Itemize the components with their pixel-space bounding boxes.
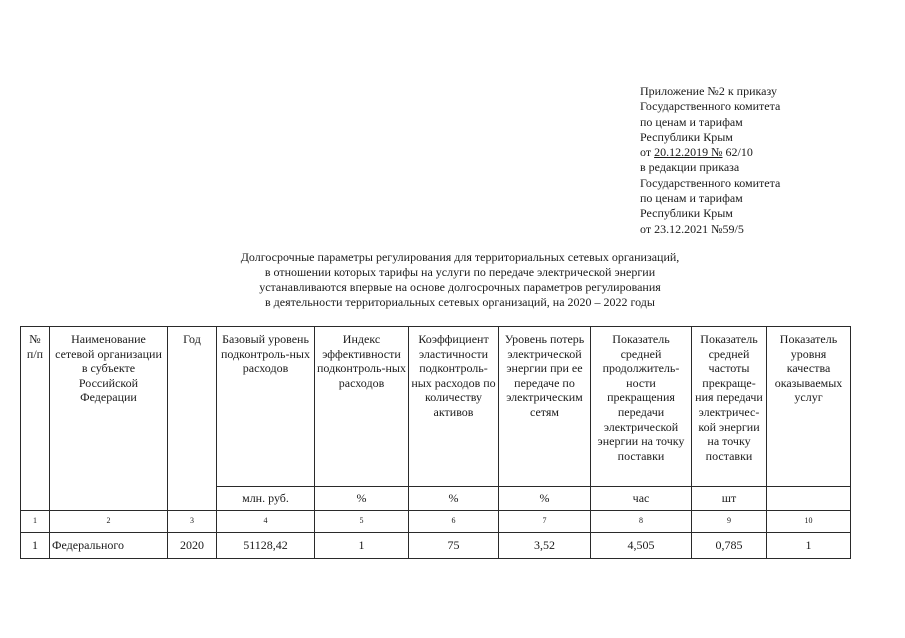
column-number-cell: 2: [50, 511, 168, 533]
header-cell-interruption-duration: Показатель средней продолжитель-ности прекращения передачи электрической энергии на точку поставки: [591, 327, 692, 487]
unit-cell: %: [315, 487, 409, 511]
appendix-order-prefix: от: [640, 145, 655, 160]
unit-cell: %: [499, 487, 591, 511]
title-line: в отношении которых тарифы на услуги по передаче электрической энергии: [264, 265, 656, 279]
column-number-cell: 6: [409, 511, 499, 533]
row-number-cell: 1: [21, 533, 50, 559]
elasticity-cell: 75: [409, 533, 499, 559]
table-row: [21, 533, 851, 559]
header-cell-service-quality: Показатель уровня качества оказываемых услуг: [767, 327, 851, 487]
appendix-order-date: 20.12.2019 №: [654, 145, 723, 160]
unit-cell: шт: [692, 487, 767, 511]
organization-name-cell: Федерального: [50, 533, 168, 559]
column-number-cell: 1: [21, 511, 50, 533]
unit-cell: %: [409, 487, 499, 511]
appendix-line: по ценам и тарифам: [640, 114, 743, 129]
header-cell-interruption-frequency: Показатель средней частоты прекраще-ния передачи электричес-кой энергии на точку поставки: [692, 327, 767, 487]
appendix-line: Республики Крым: [640, 206, 733, 221]
appendix-line: Государственного комитета: [640, 175, 781, 190]
column-number-cell: 3: [168, 511, 217, 533]
appendix-line: по ценам и тарифам: [640, 191, 743, 206]
header-cell-organization: Наименование сетевой организации в субъекте Российской Федерации: [50, 327, 168, 511]
base-expenses-cell: 51128,42: [217, 533, 315, 559]
column-number-cell: 9: [692, 511, 767, 533]
title-line: в деятельности территориальных сетевых организаций, на 2020 – 2022 годы: [265, 295, 655, 309]
header-cell-base-expenses: Базовый уровень подконтроль-ных расходов: [217, 327, 315, 487]
title-line: Долгосрочные параметры регулирования для территориальных сетевых организаций,: [240, 250, 680, 264]
appendix-line: Приложение №2 к приказу: [640, 84, 777, 98]
document-title: [200, 250, 720, 310]
parameters-table: [20, 326, 851, 559]
appendix-order-line: [640, 145, 890, 160]
header-cell-elasticity: Коэффициент эластичности подконтроль-ных расходов по количеству активов: [409, 327, 499, 487]
column-number-cell: 7: [499, 511, 591, 533]
unit-cell: млн. руб.: [217, 487, 315, 511]
header-cell-losses: Уровень потерь электрической энергии при ее передаче по электрическим сетям: [499, 327, 591, 487]
appendix-order-number: 62/10: [722, 145, 753, 160]
appendix-block: [640, 84, 890, 237]
appendix-line: Республики Крым: [640, 129, 733, 144]
interruption-duration-cell: 4,505: [591, 533, 692, 559]
column-number-cell: 8: [591, 511, 692, 533]
column-number-cell: 10: [767, 511, 851, 533]
service-quality-cell: 1: [767, 533, 851, 559]
table-column-numbers-row: [21, 511, 851, 533]
header-cell-year: Год: [168, 327, 217, 511]
table-header-row: [21, 327, 851, 487]
efficiency-index-cell: 1: [315, 533, 409, 559]
title-line: устанавливаются впервые на основе долгосрочных параметров регулирования: [259, 280, 661, 294]
column-number-cell: 4: [217, 511, 315, 533]
appendix-line: Государственного комитета: [640, 99, 781, 114]
year-cell: 2020: [168, 533, 217, 559]
interruption-frequency-cell: 0,785: [692, 533, 767, 559]
header-cell-efficiency-index: Индекс эффективности подконтроль-ных расходов: [315, 327, 409, 487]
appendix-line: от 23.12.2021 №59/5: [640, 221, 744, 236]
unit-cell-empty: [767, 487, 851, 511]
losses-cell: 3,52: [499, 533, 591, 559]
unit-cell: час: [591, 487, 692, 511]
column-number-cell: 5: [315, 511, 409, 533]
appendix-line: в редакции приказа: [640, 160, 740, 175]
header-cell-number: № п/п: [21, 327, 50, 511]
